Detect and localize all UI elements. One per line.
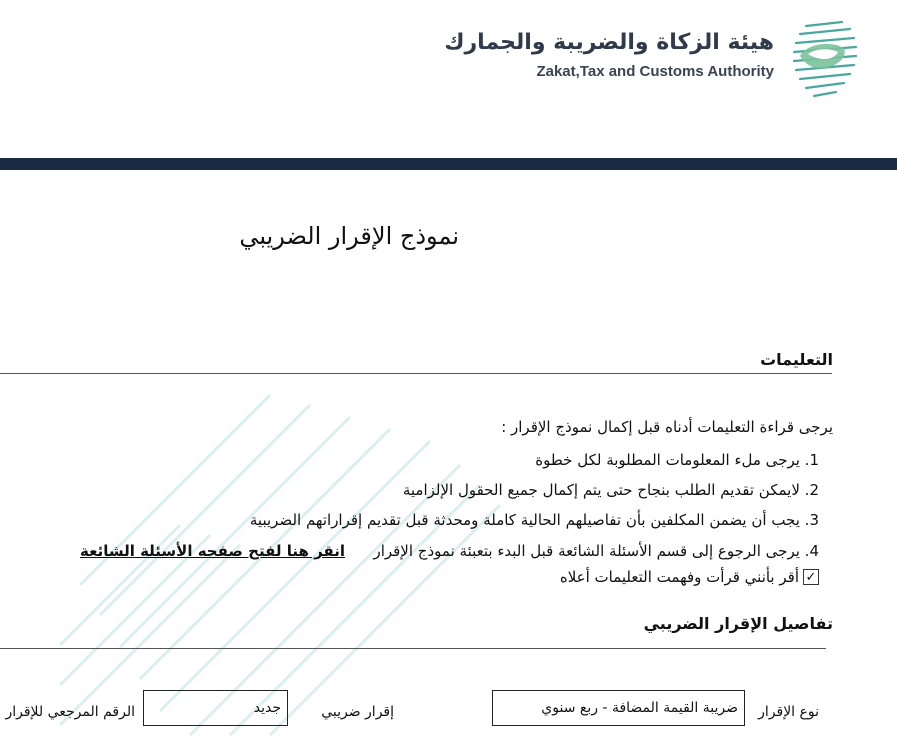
document-title: نموذج الإقرار الضريبي <box>239 222 459 250</box>
organization-name-english: Zakat,Tax and Customs Authority <box>536 63 774 80</box>
instructions-intro: يرجى قراءة التعليمات أدناه قبل إكمال نموذج الإقرار : <box>501 418 833 436</box>
instruction-item-2: 2. لايمكن تقديم الطلب بنجاح حتى يتم إكمال جميع الحقول الإلزامية <box>402 481 819 499</box>
acknowledge-row <box>560 568 819 586</box>
instruction-item-3: 3. يجب أن يضمن المكلفين بأن تفاصيلهم الحالية كاملة ومحدثة قبل تقديم إقراراتهم الضريبية <box>249 511 819 529</box>
instructions-heading: التعليمات <box>760 350 833 369</box>
acknowledge-checkbox[interactable]: ✓ <box>803 569 819 585</box>
return-kind-field[interactable]: جديد <box>143 690 288 726</box>
details-divider <box>0 648 826 649</box>
return-type-label: نوع الإقرار <box>758 704 819 720</box>
organization-name-arabic: هيئة الزكاة والضريبة والجمارك <box>444 30 774 55</box>
faq-link[interactable]: انقر هنا لفتح صفحه الأسئلة الشائعة <box>80 542 345 560</box>
instruction-item-1: 1. يرجى ملء المعلومات المطلوبة لكل خطوة <box>535 451 819 469</box>
zatca-logo <box>786 18 860 102</box>
header-divider-bar <box>0 158 897 170</box>
acknowledge-label: أقر بأنني قرأت وفهمت التعليمات أعلاه <box>559 568 799 586</box>
return-details-heading: تفاصيل الإقرار الضريبي <box>643 614 833 633</box>
background-watermark <box>60 385 540 737</box>
instruction-item-4: 4. يرجى الرجوع إلى قسم الأسئلة الشائعة قبل البدء بتعبئة نموذج الإقرار <box>373 542 819 560</box>
instructions-divider <box>0 373 832 374</box>
reference-number-label: الرقم المرجعي للإقرار <box>5 704 135 720</box>
return-type-field[interactable]: ضريبة القيمة المضافة - ربع سنوي <box>492 690 745 726</box>
return-kind-label: إقرار ضريبي <box>321 704 394 720</box>
